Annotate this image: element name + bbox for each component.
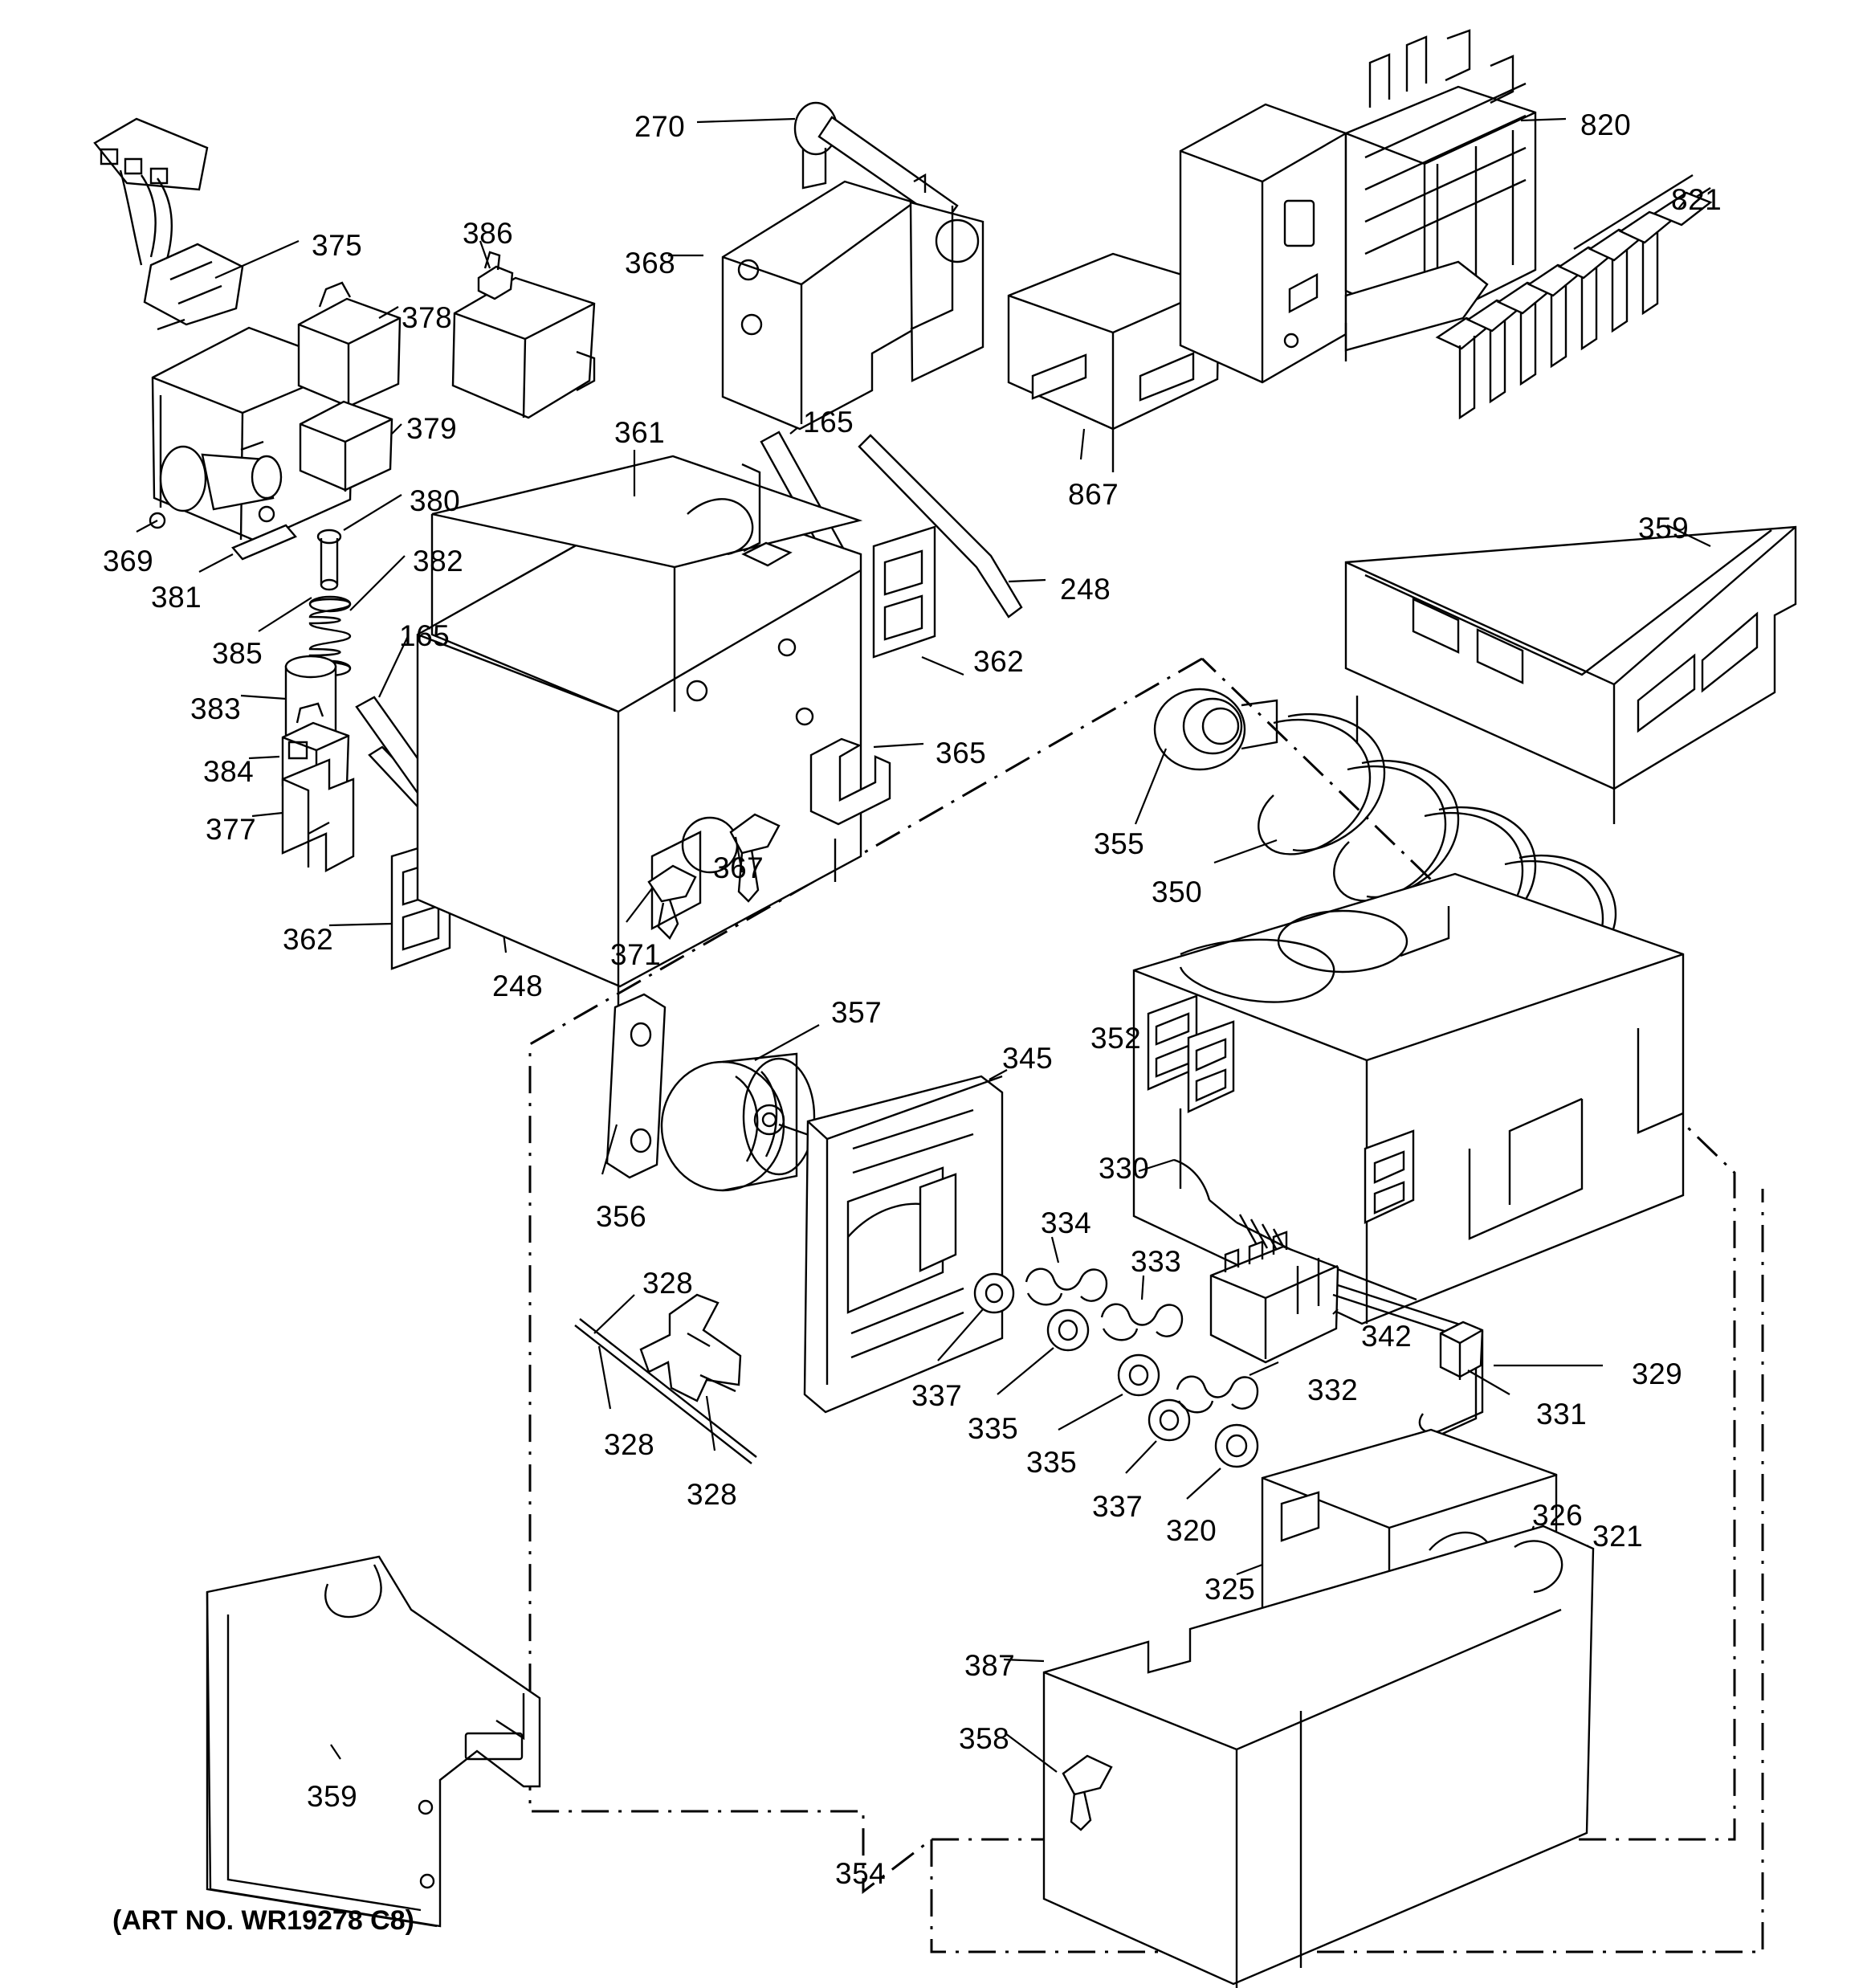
part-352-bucket bbox=[1127, 874, 1683, 1324]
callout-335-b: 335 bbox=[1026, 1446, 1078, 1479]
callout-352: 352 bbox=[1090, 1022, 1142, 1055]
part-359-cover-left bbox=[207, 1557, 540, 1926]
callout-383: 383 bbox=[190, 692, 242, 725]
callout-357: 357 bbox=[831, 996, 883, 1029]
callout-328-b: 328 bbox=[604, 1428, 655, 1461]
part-386-control bbox=[453, 241, 594, 418]
callout-330: 330 bbox=[1099, 1152, 1150, 1185]
part-337-washer-b bbox=[1126, 1400, 1189, 1473]
part-359-cover-right bbox=[1346, 525, 1796, 824]
part-357-fan bbox=[662, 1025, 819, 1190]
callout-325: 325 bbox=[1205, 1573, 1256, 1606]
callout-384: 384 bbox=[203, 755, 255, 788]
part-820-icemaker bbox=[1180, 31, 1566, 382]
callout-362-upper: 362 bbox=[973, 645, 1025, 678]
callout-270: 270 bbox=[634, 110, 686, 143]
callout-337-a: 337 bbox=[911, 1379, 963, 1412]
callout-821: 821 bbox=[1671, 183, 1722, 216]
part-375-harness bbox=[95, 119, 299, 329]
callout-248-upper: 248 bbox=[1060, 573, 1111, 606]
part-362-plate-upper bbox=[874, 527, 964, 675]
callout-362-lower: 362 bbox=[283, 923, 334, 956]
callout-321: 321 bbox=[1592, 1520, 1644, 1553]
callout-371: 371 bbox=[610, 938, 662, 971]
part-378-solenoid bbox=[299, 283, 400, 411]
callout-165-upper: 165 bbox=[803, 406, 854, 439]
part-320-washer bbox=[1187, 1425, 1258, 1499]
callout-365: 365 bbox=[936, 737, 987, 769]
callout-359-left: 359 bbox=[307, 1780, 358, 1813]
callout-386: 386 bbox=[463, 217, 514, 250]
callout-356: 356 bbox=[596, 1200, 647, 1233]
callout-342: 342 bbox=[1361, 1320, 1413, 1353]
callout-381: 381 bbox=[151, 581, 202, 614]
callout-333: 333 bbox=[1131, 1245, 1182, 1278]
callout-332: 332 bbox=[1307, 1374, 1359, 1406]
leader-385 bbox=[259, 598, 312, 631]
callout-328-c: 328 bbox=[687, 1478, 738, 1511]
part-355-auger-head bbox=[1135, 689, 1277, 824]
callout-375: 375 bbox=[312, 229, 363, 262]
callout-867: 867 bbox=[1068, 478, 1119, 511]
callout-331: 331 bbox=[1536, 1398, 1588, 1431]
callout-380: 380 bbox=[410, 484, 461, 517]
callout-335-a: 335 bbox=[968, 1412, 1019, 1445]
callout-320: 320 bbox=[1166, 1514, 1217, 1547]
callout-165-lower: 165 bbox=[399, 619, 450, 652]
callout-248-lower: 248 bbox=[492, 970, 544, 1002]
part-333-spring-b bbox=[1102, 1276, 1182, 1340]
part-328-door bbox=[641, 1295, 740, 1451]
callout-387: 387 bbox=[964, 1649, 1016, 1682]
part-368-bracket bbox=[668, 175, 983, 429]
callout-820: 820 bbox=[1580, 108, 1632, 141]
callout-359-right: 359 bbox=[1638, 512, 1690, 545]
callout-377: 377 bbox=[206, 813, 257, 846]
callout-329: 329 bbox=[1632, 1357, 1683, 1390]
part-365-clip bbox=[811, 739, 923, 824]
callout-358: 358 bbox=[959, 1722, 1010, 1755]
callout-367: 367 bbox=[713, 851, 764, 884]
part-335-washer-a bbox=[997, 1310, 1088, 1394]
part-334-spring-a bbox=[1026, 1237, 1107, 1304]
callout-369: 369 bbox=[103, 545, 154, 578]
callout-361: 361 bbox=[614, 416, 666, 449]
callout-334: 334 bbox=[1041, 1206, 1092, 1239]
callout-385: 385 bbox=[212, 637, 263, 670]
part-332-spring-c bbox=[1177, 1362, 1278, 1412]
callout-328-a: 328 bbox=[642, 1267, 694, 1300]
callout-378: 378 bbox=[402, 301, 453, 334]
part-345-shroud bbox=[805, 1070, 1007, 1412]
callout-354: 354 bbox=[835, 1857, 887, 1890]
callout-350: 350 bbox=[1152, 876, 1203, 908]
callout-326: 326 bbox=[1532, 1499, 1584, 1532]
callout-382: 382 bbox=[413, 545, 464, 578]
callout-368: 368 bbox=[625, 247, 676, 280]
callout-355: 355 bbox=[1094, 827, 1145, 860]
part-356-bracket bbox=[602, 994, 665, 1178]
callout-345: 345 bbox=[1002, 1042, 1054, 1075]
callout-379: 379 bbox=[406, 412, 458, 445]
part-335-washer-b bbox=[1058, 1355, 1159, 1430]
callout-337-b: 337 bbox=[1092, 1490, 1143, 1523]
art-number-label: (ART NO. WR19278 C8) bbox=[112, 1905, 414, 1936]
